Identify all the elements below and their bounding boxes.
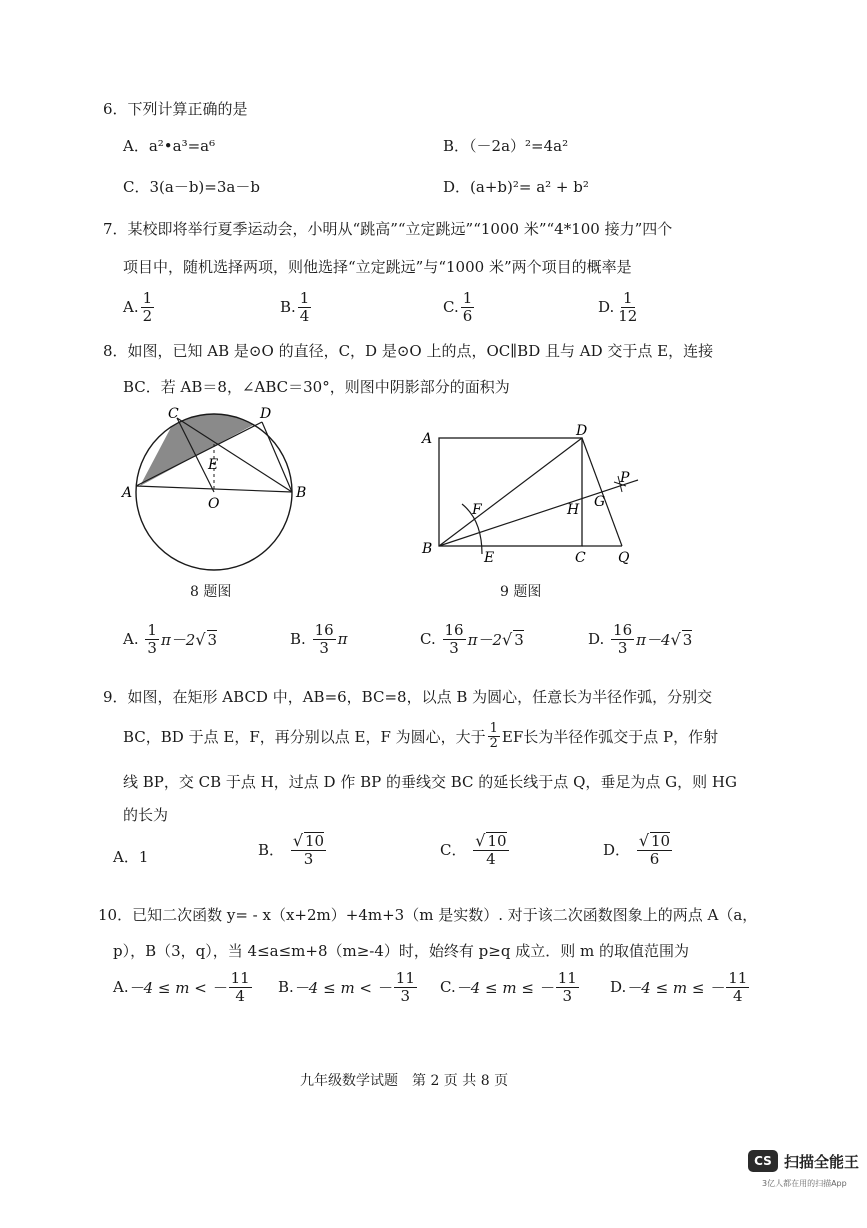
radical-sign: √ <box>502 629 513 649</box>
option-label: A. <box>113 978 129 996</box>
numerator: 16 <box>314 621 334 639</box>
denominator: 4 <box>486 849 496 868</box>
q10-option-c <box>440 970 581 1004</box>
radicand: 3 <box>514 630 524 649</box>
fraction <box>394 970 417 1004</box>
radical-sign: √ <box>292 831 304 850</box>
option-label: B. <box>290 630 306 648</box>
option-tail: π－2 <box>160 630 196 649</box>
q6-option-b: B．（－2a）²=4a² <box>443 137 569 155</box>
label-e: E <box>208 457 219 473</box>
label-b: B <box>296 485 307 501</box>
fraction <box>313 622 336 656</box>
radicand: 3 <box>207 630 218 649</box>
q7-option-d <box>598 290 641 324</box>
label-a: A <box>422 431 433 447</box>
radicand: 10 <box>651 832 671 850</box>
option-label: D. <box>598 298 615 316</box>
label-b: B <box>422 541 433 557</box>
fraction <box>473 832 508 867</box>
option-inequality: －4 ≤ m ≤ － <box>455 978 554 997</box>
label-g: G <box>594 494 606 510</box>
q6-option-d: D．(a+b)²= a² + b² <box>443 178 589 196</box>
denominator: 3 <box>449 638 459 657</box>
numerator: 1 <box>142 289 153 307</box>
scanner-logo <box>748 1150 859 1172</box>
label-h: H <box>567 502 580 518</box>
chord-bd <box>262 422 292 492</box>
numerator: 11 <box>557 969 577 987</box>
q8-option-d <box>588 622 692 656</box>
denominator: 3 <box>319 638 329 657</box>
option-label: B. <box>280 298 296 316</box>
option-label: D． <box>603 841 631 860</box>
option-label: C. <box>420 630 436 648</box>
fraction <box>726 970 749 1004</box>
q10-stem-line1: 10．已知二次函数 y= ‐ x（x+2m）+4m+3（m 是实数）. 对于该二次函数图象上的两点 A（a， <box>98 906 758 924</box>
denominator: 3 <box>562 986 573 1005</box>
q9-option-c <box>440 832 511 867</box>
fraction <box>611 622 634 656</box>
numerator: 16 <box>613 621 633 639</box>
fraction <box>461 290 475 324</box>
numerator: 11 <box>728 969 748 987</box>
q7-option-b <box>280 290 313 324</box>
q9-stem-line2 <box>123 722 718 752</box>
numerator <box>291 832 326 851</box>
q6-stem: 6．下列计算正确的是 <box>103 100 248 118</box>
option-label: D. <box>588 630 605 648</box>
q10-stem-line2: p），B（3，q），当 4≤a≤m+8（m≥‐4）时，始终有 p≥q 成立．则 m 的取值范围为 <box>113 942 689 960</box>
denominator: 12 <box>618 306 638 325</box>
q7-option-c <box>443 290 476 324</box>
denominator: 2 <box>142 306 153 325</box>
q9-stem-line3: 线 BP，交 CB 于点 H，过点 D 作 BP 的垂线交 BC 的延长线于点 Q，垂足为点 G，则 HG <box>123 773 737 791</box>
numerator <box>637 832 672 851</box>
denominator: 2 <box>489 736 498 752</box>
figure-8-caption: 8 题图 <box>190 584 232 600</box>
fraction <box>145 622 159 656</box>
q6-option-a: A．a²•a³=a⁶ <box>123 137 216 155</box>
q9-option-a <box>113 846 148 867</box>
label-e: E <box>484 550 495 566</box>
numerator: 1 <box>147 621 157 639</box>
radicand: 10 <box>487 832 507 850</box>
label-o: O <box>208 496 220 512</box>
q8-option-c <box>420 622 524 656</box>
denominator: 3 <box>617 638 628 657</box>
radicand: 3 <box>682 630 693 649</box>
cs-badge-icon: CS <box>748 1150 778 1172</box>
option-label: C. <box>440 978 456 996</box>
fraction <box>556 970 579 1004</box>
option-inequality: －4 ≤ m < － <box>293 978 392 997</box>
numerator: 1 <box>299 289 310 307</box>
option-label: C． <box>440 841 467 860</box>
label-d: D <box>576 423 588 439</box>
label-q: Q <box>618 550 630 566</box>
q6-option-c: C．3(a－b)=3a－b <box>123 178 260 196</box>
fraction <box>616 290 639 324</box>
figure-9-caption: 9 题图 <box>500 584 542 600</box>
radical-sign: √ <box>638 831 650 850</box>
fraction <box>298 290 312 324</box>
numerator <box>473 832 508 851</box>
option-label: A. <box>123 298 139 316</box>
denominator: 6 <box>462 306 473 325</box>
label-p: P <box>620 470 630 486</box>
fraction <box>141 290 155 324</box>
shaded-region <box>140 409 255 486</box>
option-inequality: －4 ≤ m ≤ － <box>626 978 725 997</box>
label-c: C <box>168 406 179 422</box>
numerator: 11 <box>230 969 250 987</box>
fraction <box>488 722 500 752</box>
option-tail: π－2 <box>467 630 502 649</box>
fraction <box>229 970 252 1004</box>
q9-stem-line4: 的长为 <box>123 806 169 824</box>
radical-sign: √ <box>475 831 486 850</box>
numerator: 16 <box>444 621 464 639</box>
logo-tagline: 3亿人都在用的扫描App <box>762 1179 847 1188</box>
option-label: B. <box>278 978 294 996</box>
figure-9-rectangle <box>412 420 652 570</box>
label-a: A <box>122 485 133 501</box>
page-footer: 九年级数学试题 第 2 页 共 8 页 <box>300 1073 509 1089</box>
denominator: 3 <box>303 849 314 868</box>
q9-option-b <box>258 832 328 867</box>
numerator: 1 <box>489 721 498 736</box>
q10-option-d <box>610 970 751 1004</box>
numerator: 1 <box>462 289 473 307</box>
q8-option-b <box>290 622 348 656</box>
label-d: D <box>260 406 272 422</box>
q8-stem-line1: 8．如图，已知 AB 是⊙O 的直径，C，D 是⊙O 上的点，OC∥BD 且与 AD 交于点 E，连接 <box>103 342 714 360</box>
q10-option-a <box>113 970 254 1004</box>
option-text: A．1 <box>113 848 149 866</box>
figure-8-circle <box>110 404 320 584</box>
q8-option-a <box>123 622 217 656</box>
fraction <box>443 622 466 656</box>
label-c: C <box>575 550 586 566</box>
option-label: B． <box>258 841 285 860</box>
q8-stem-line2: BC．若 AB＝8，∠ABC＝30°，则图中阴影部分的面积为 <box>123 378 510 396</box>
denominator: 3 <box>400 986 411 1005</box>
option-label: D. <box>610 978 627 996</box>
q7-stem-line1: 7．某校即将举行夏季运动会，小明从“跳高”“立定跳远”“1000 米”“4*100 接力”四个 <box>103 220 673 238</box>
denominator: 3 <box>147 638 157 657</box>
option-tail: π <box>337 630 348 648</box>
fraction <box>291 832 326 867</box>
denominator: 4 <box>299 306 310 325</box>
q7-option-a <box>123 290 156 324</box>
numerator: 1 <box>623 289 633 307</box>
option-label: C. <box>443 298 459 316</box>
denominator: 6 <box>649 849 660 868</box>
radical-sign: √ <box>670 629 681 649</box>
denominator: 4 <box>733 986 743 1005</box>
q9-line2-post: EF长为半径作弧交于点 P，作射 <box>501 728 719 747</box>
option-inequality: －4 ≤ m < － <box>128 978 227 997</box>
label-f: F <box>472 502 482 518</box>
q10-option-b <box>278 970 419 1004</box>
numerator: 11 <box>395 969 415 987</box>
q7-stem-line2: 项目中，随机选择两项，则他选择“立定跳远”与“1000 米”两个项目的概率是 <box>123 258 632 276</box>
ray-bp <box>439 480 638 546</box>
radicand: 10 <box>305 832 325 850</box>
logo-name: 扫描全能王 <box>784 1152 860 1171</box>
diagonal-bd <box>439 438 582 546</box>
radical-sign: √ <box>195 629 206 649</box>
q9-option-d <box>603 832 674 867</box>
fraction <box>637 832 672 867</box>
q9-line2-pre: BC，BD 于点 E，F，再分别以点 E，F 为圆心，大于 <box>123 728 486 747</box>
q9-stem-line1: 9．如图，在矩形 ABCD 中，AB=6，BC=8，以点 B 为圆心，任意长为半径作弧，分别交 <box>103 688 713 706</box>
option-label: A. <box>123 630 139 648</box>
option-tail: π－4 <box>636 630 671 649</box>
denominator: 4 <box>235 986 245 1005</box>
